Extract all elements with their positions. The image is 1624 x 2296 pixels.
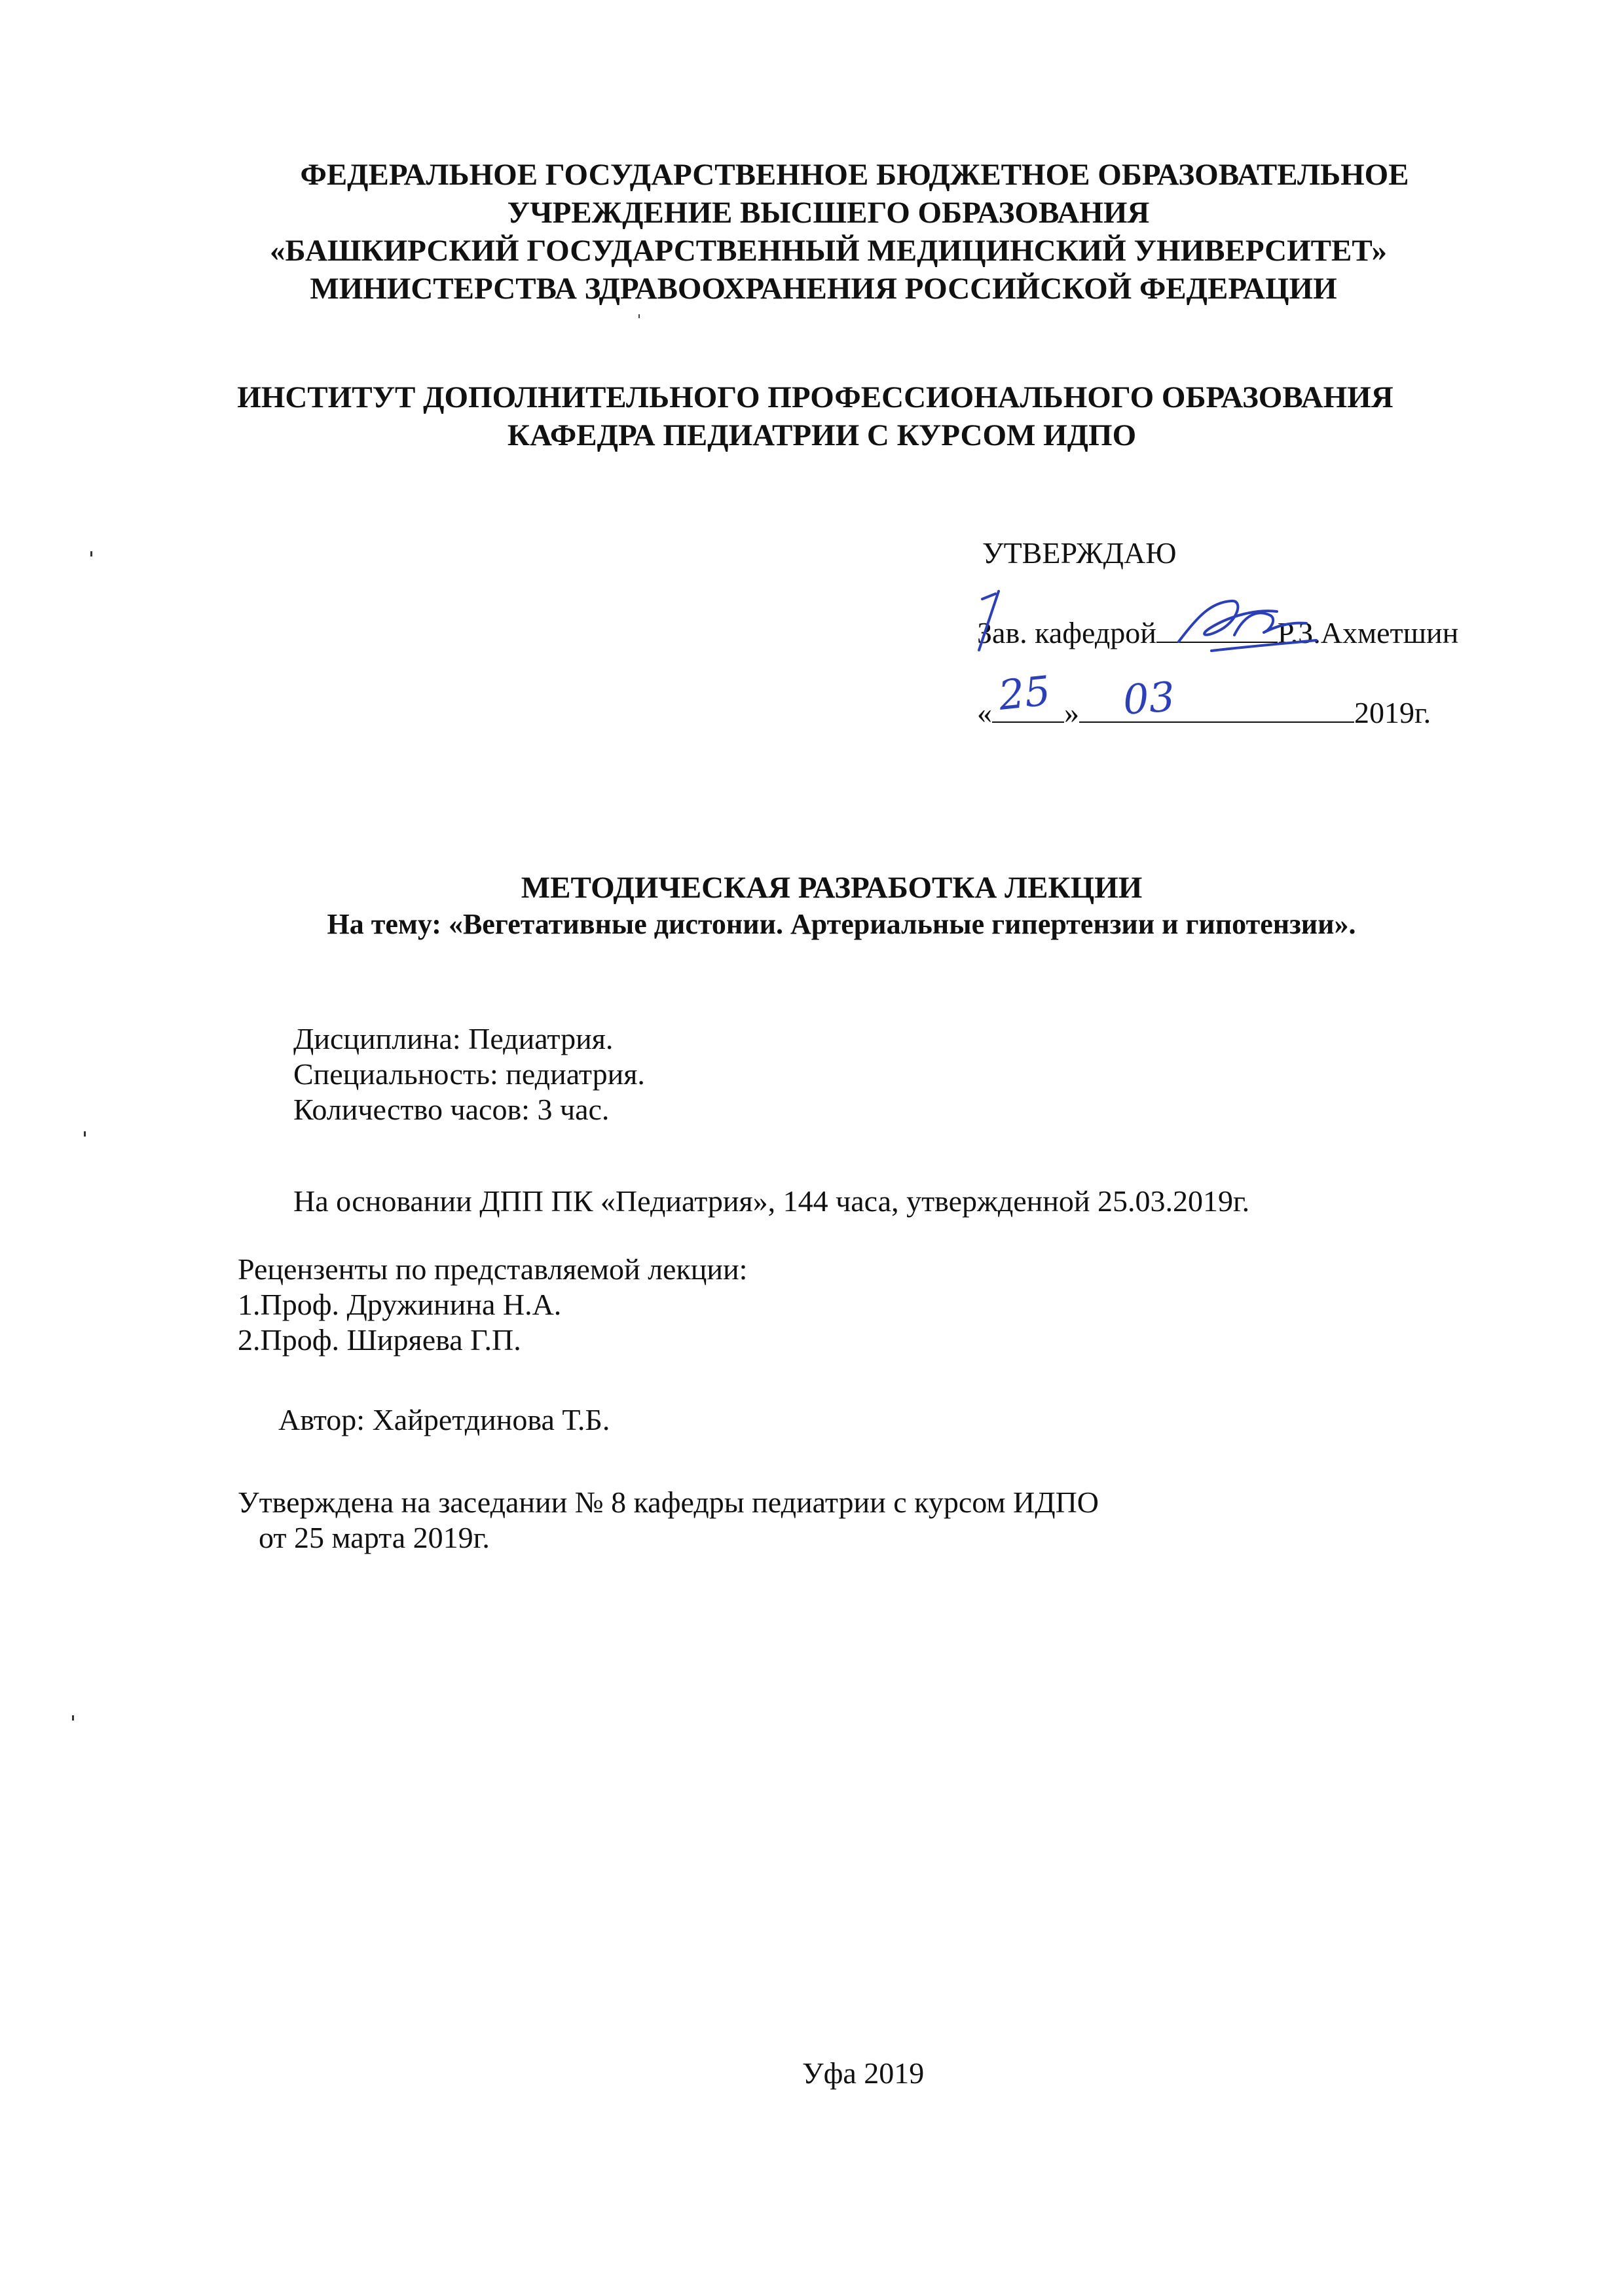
reviewer-item: 2.Проф. Ширяева Г.П. [238,1323,521,1357]
institute-name: ИНСТИТУТ ДОПОЛНИТЕЛЬНОГО ПРОФЕССИОНАЛЬНОГО ОБРАЗОВАНИЯ [237,380,1393,414]
basis-statement: На основании ДПП ПК «Педиатрия», 144 часа, утвержденной 25.03.2019г. [293,1184,1250,1218]
scan-speck [90,551,92,556]
document-topic: На тему: «Вегетативные дистонии. Артериальные гипертензии и гипотензии». [327,908,1356,940]
reviewers-heading: Рецензенты по представляемой лекции: [238,1252,748,1286]
approver-name: Р.З.Ахметшин [1277,616,1459,649]
scan-speck [638,314,640,318]
approval-position: Зав. кафедрой [977,616,1156,649]
hours: Количество часов: 3 час. [293,1093,610,1126]
document-title: МЕТОДИЧЕСКАЯ РАЗРАБОТКА ЛЕКЦИИ [521,871,1143,905]
document-title-block [0,869,1624,943]
institute-block [0,378,1624,454]
handwritten-month: 03 [1121,672,1177,724]
approval-year: 2019г. [1354,696,1431,729]
department-name: КАФЕДРА ПЕДИАТРИИ С КУРСОМ ИДПО [507,418,1137,452]
header-line-1: ФЕДЕРАЛЬНОЕ ГОСУДАРСТВЕННОЕ БЮДЖЕТНОЕ ОБРАЗОВАТЕЛЬНОЕ [300,158,1409,192]
discipline-info [293,1021,645,1127]
scan-speck [84,1131,86,1137]
signature-icon [1172,589,1323,661]
header-line-3: «БАШКИРСКИЙ ГОСУДАРСТВЕННЫЙ МЕДИЦИНСКИЙ УНИВЕРСИТЕТ» [270,234,1387,268]
footer-city-year: Уфа 2019 [802,2056,925,2090]
date-open-quote: « [977,696,992,729]
meeting-line-2: от 25 марта 2019г. [259,1521,490,1554]
handwritten-day: 25 [996,666,1053,720]
header-line-4: МИНИСТЕРСТВА ЗДРАВООХРАНЕНИЯ РОССИЙСКОЙ ФЕДЕРАЦИИ [310,272,1337,306]
approval-title: УТВЕРЖДАЮ [982,536,1177,570]
month-line [1079,697,1354,723]
header-line-2: УЧРЕЖДЕНИЕ ВЫСШЕГО ОБРАЗОВАНИЯ [507,196,1150,230]
reviewer-item: 1.Проф. Дружинина Н.А. [238,1288,562,1321]
approval-tick-mark [963,586,1015,658]
author: Автор: Хайретдинова Т.Б. [278,1403,610,1436]
specialty: Специальность: педиатрия. [293,1057,645,1091]
meeting-approval [238,1485,1099,1556]
date-close-quote: » [1064,696,1079,729]
meeting-line-1: Утверждена на заседании № 8 кафедры педиатрии с курсом ИДПО [238,1485,1099,1519]
university-header [0,156,1624,308]
discipline: Дисциплина: Педиатрия. [293,1022,614,1055]
reviewers-block [238,1252,747,1358]
scan-speck [72,1715,74,1721]
